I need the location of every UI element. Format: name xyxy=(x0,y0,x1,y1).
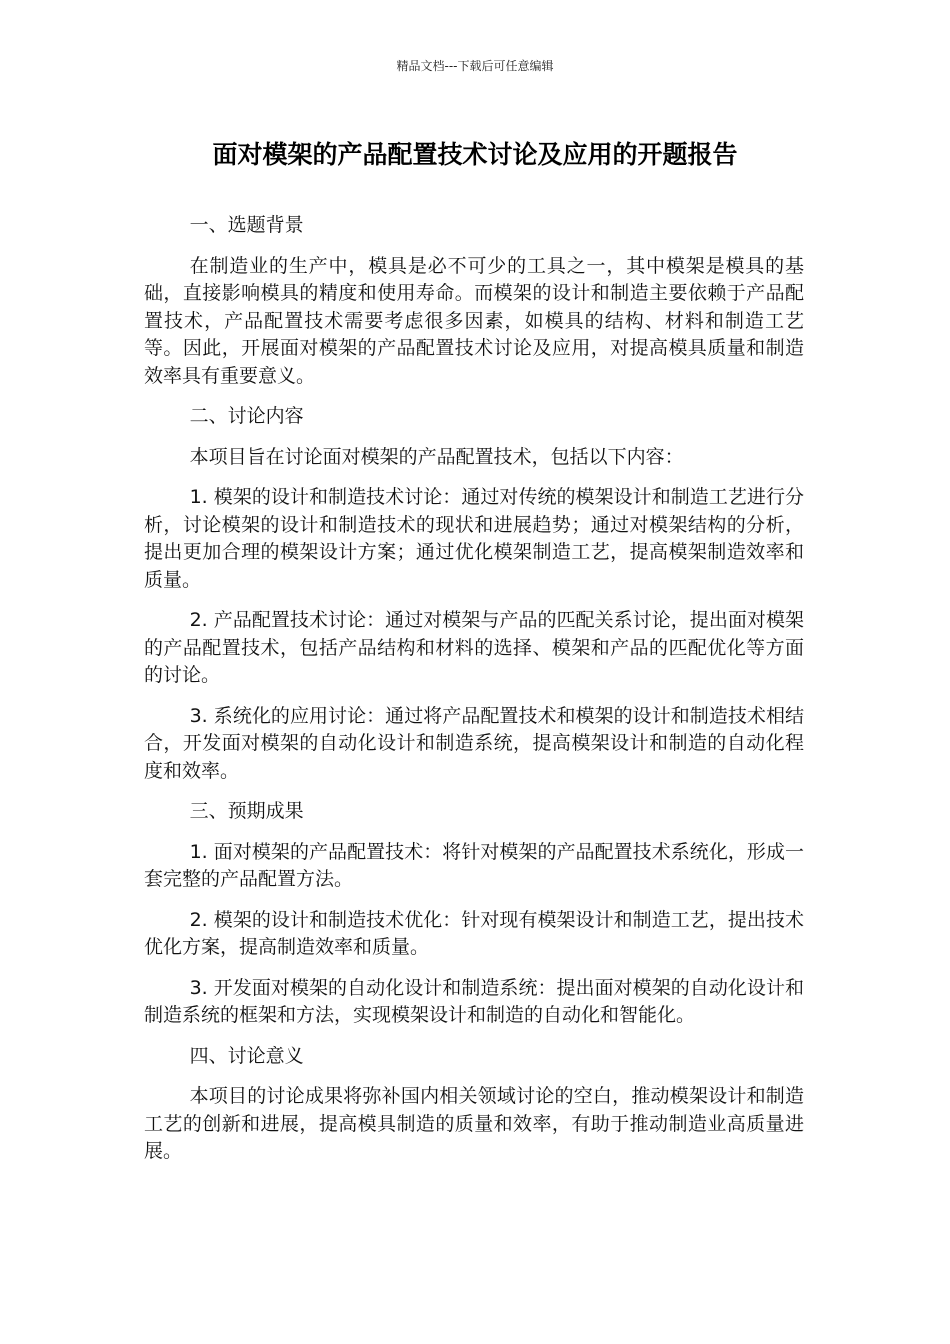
page-header-note: 精品文档---下载后可任意编辑 xyxy=(396,59,554,73)
content-item-1: 1. 模架的设计和制造技术讨论：通过对传统的模架设计和制造工艺进行分析，讨论模架的设计和制造技术的现状和进展趋势；通过对模架结构的分析，提出更加合理的模架设计方案；通过优化模架制造工艺，提高模架制造效率和质量。 xyxy=(144,486,804,591)
section-heading-content: 二、讨论内容 xyxy=(189,405,304,427)
results-item-2: 2. 模架的设计和制造技术优化：针对现有模架设计和制造工艺，提出技术优化方案，提高制造效率和质量。 xyxy=(144,908,804,958)
section-heading-background: 一、选题背景 xyxy=(189,214,304,236)
content-item-3: 3. 系统化的应用讨论：通过将产品配置技术和模架的设计和制造技术相结合，开发面对模架的自动化设计和制造系统，提高模架设计和制造的自动化程度和效率。 xyxy=(144,704,804,782)
results-item-3: 3. 开发面对模架的自动化设计和制造系统：提出面对模架的自动化设计和制造系统的框架和方法，实现模架设计和制造的自动化和智能化。 xyxy=(144,976,804,1026)
document-body xyxy=(144,212,804,1179)
section-heading-results: 三、预期成果 xyxy=(189,800,304,822)
significance-paragraph: 本项目的讨论成果将弥补国内相关领域讨论的空白，推动模架设计和制造工艺的创新和进展，提高模具制造的质量和效率，有助于推动制造业高质量进展。 xyxy=(144,1085,804,1162)
content-intro-paragraph: 本项目旨在讨论面对模架的产品配置技术，包括以下内容： xyxy=(189,445,684,468)
document-title: 面对模架的产品配置技术讨论及应用的开题报告 xyxy=(212,140,738,169)
content-item-2: 2. 产品配置技术讨论：通过对模架与产品的匹配关系讨论，提出面对模架的产品配置技术，包括产品结构和材料的选择、模架和产品的匹配优化等方面的讨论。 xyxy=(144,609,804,686)
background-paragraph: 在制造业的生产中，模具是必不可少的工具之一，其中模架是模具的基础，直接影响模具的精度和使用寿命。而模架的设计和制造主要依赖于产品配置技术，产品配置技术需要考虑很多因素，如模具的结构、材料和制造工艺等。因此，开展面对模架的产品配置技术讨论及应用，对提高模具质量和制造效率具有重要意义。 xyxy=(144,254,804,387)
results-item-1: 1. 面对模架的产品配置技术：将针对模架的产品配置技术系统化，形成一套完整的产品配置方法。 xyxy=(144,840,804,890)
section-heading-significance: 四、讨论意义 xyxy=(189,1044,304,1067)
